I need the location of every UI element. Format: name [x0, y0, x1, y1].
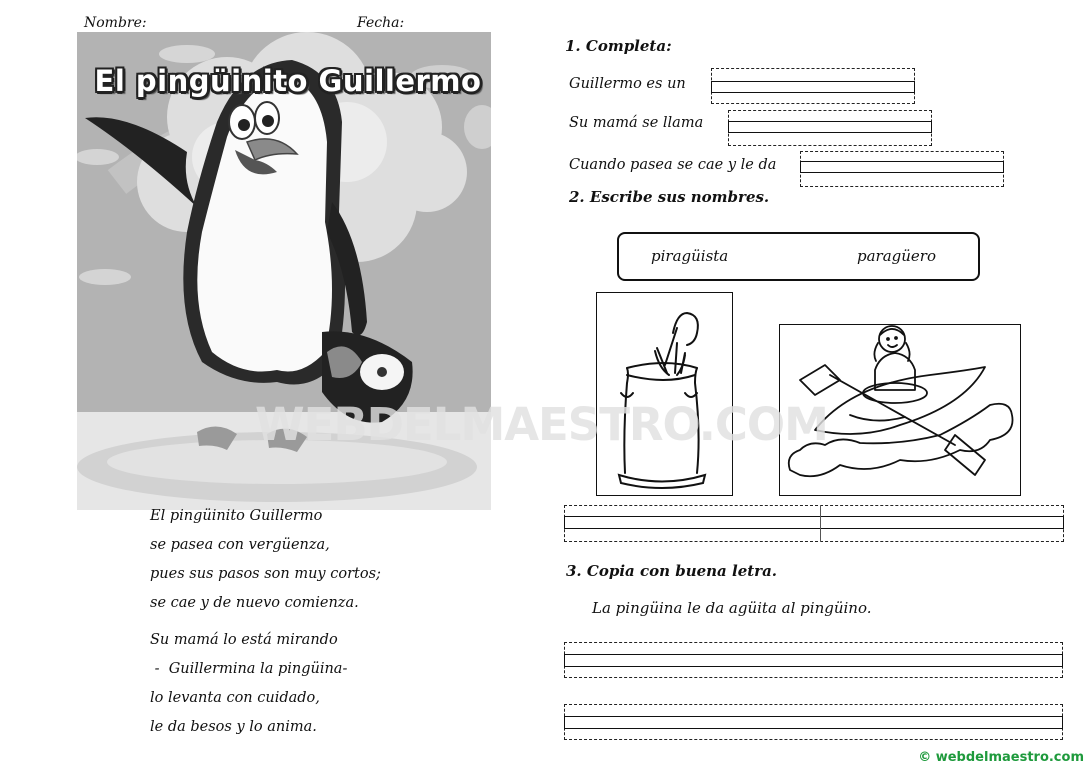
poem-line: - Guillermina la pingüina-: [150, 661, 348, 677]
poem-line: se cae y de nuevo comienza.: [150, 595, 359, 611]
exercise2-answer-2[interactable]: [822, 506, 1063, 541]
poem-line: Su mamá lo está mirando: [150, 632, 338, 648]
exercise1-prompt-1: Guillermo es un: [569, 76, 686, 92]
poem: [150, 502, 450, 742]
exercise3-sentence: La pingüina le da agüita al pingüino.: [592, 599, 872, 617]
exercise2-heading: 2. Escribe sus nombres.: [569, 188, 770, 206]
umbrella-stand-icon: [597, 293, 733, 496]
exercise2-answer-1[interactable]: [565, 506, 820, 541]
exercise3-copy-line-2[interactable]: [564, 704, 1063, 740]
exercise1-answer-3[interactable]: [800, 151, 1004, 187]
word-bank: [617, 232, 980, 281]
poem-line: pues sus pasos son muy cortos;: [150, 566, 381, 582]
poem-line: se pasea con vergüenza,: [150, 537, 330, 553]
exercise1-heading: 1. Completa:: [565, 37, 672, 55]
exercise1-prompt-3: Cuando pasea se cae y le da: [569, 157, 777, 173]
exercise1-answer-2[interactable]: [728, 110, 932, 146]
writing-line: [728, 121, 932, 133]
poem-line: lo levanta con cuidado,: [150, 690, 320, 706]
exercise1-prompt-2: Su mamá se llama: [569, 115, 704, 131]
exercise1-answer-1[interactable]: [711, 68, 915, 104]
poem-line: le da besos y lo anima.: [150, 719, 317, 735]
word-bank-item: piragüista: [651, 247, 729, 265]
word-bank-item: paragüero: [857, 247, 936, 265]
name-label: Nombre:: [84, 15, 147, 31]
writing-line: [711, 81, 915, 93]
writing-line: [800, 161, 1004, 173]
writing-line: [564, 654, 1063, 667]
watermark: WEBDELMAESTRO.COM: [255, 398, 828, 451]
poem-line: El pingüinito Guillermo: [150, 508, 323, 524]
exercise2-answer-row: [564, 505, 1064, 542]
cover-title: El pingüinito Guillermo: [94, 64, 482, 98]
exercise3-heading: 3. Copia con buena letra.: [566, 562, 778, 580]
date-label: Fecha:: [357, 15, 405, 31]
writing-line: [564, 716, 1063, 729]
umbrella-stand-picture: [596, 292, 733, 496]
answer-divider: [820, 505, 821, 542]
copyright-link[interactable]: © webdelmaestro.com: [918, 750, 1084, 765]
exercise3-copy-line-1[interactable]: [564, 642, 1063, 678]
